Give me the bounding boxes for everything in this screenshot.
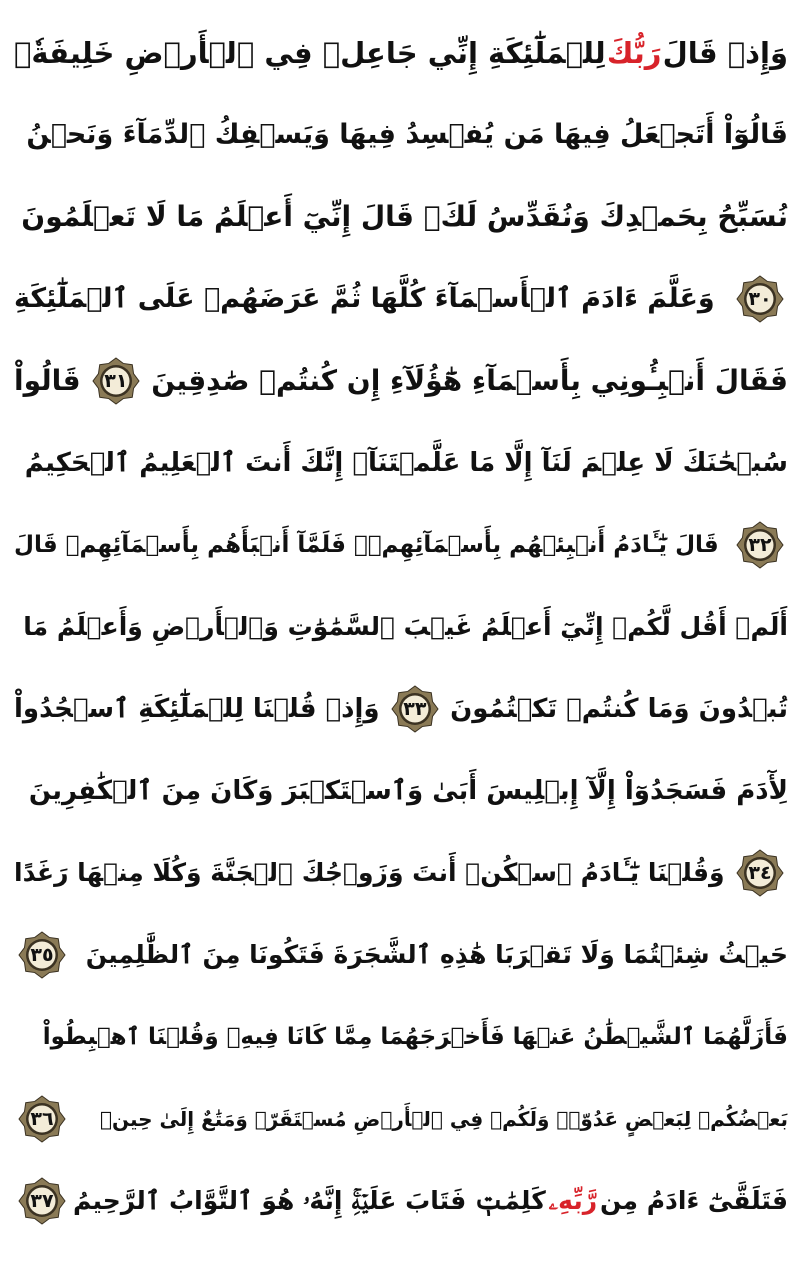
ayah-number: ٣٧ <box>30 1189 54 1212</box>
ayah-number-marker <box>18 1095 66 1143</box>
text-line <box>14 1160 788 1242</box>
ayah-number: ٣١ <box>104 369 128 392</box>
verse-text: تُبۡدُونَ وَمَا كُنتُمۡ تَكۡتُمُونَ <box>450 694 788 724</box>
verse-text: أَلَمۡ أَقُل لَّكُمۡ إِنِّيٓ أَعۡلَمُ غَيۡبَ ٱلسَّمَٰوَٰتِ وَٱلۡأَرۡضِ وَأَعۡلَمُ مَا <box>23 612 788 641</box>
verse-text: قَالُواْ <box>14 364 81 397</box>
verse-text: حَيۡثُ شِئۡتُمَا وَلَا تَقۡرَبَا هَٰذِهِ ٱلشَّجَرَةَ فَتَكُونَا مِنَ ٱلظَّٰلِمِينَ <box>85 940 788 969</box>
text-line <box>14 12 788 94</box>
ayah-number: ٣٠ <box>748 287 772 310</box>
text-line <box>14 1078 788 1160</box>
ayah-number-marker <box>391 685 439 733</box>
ayah-number: ٣٦ <box>30 1107 54 1130</box>
verse-text: وَعَلَّمَ ءَادَمَ ٱلۡأَسۡمَآءَ كُلَّهَا ثُمَّ عَرَضَهُمۡ عَلَى ٱلۡمَلَٰٓئِكَةِ <box>14 283 715 314</box>
text-line <box>14 504 788 586</box>
text-line <box>14 176 788 258</box>
verse-text: قَالُوٓاْ أَتَجۡعَلُ فِيهَا مَن يُفۡسِدُ فِيهَا وَيَسۡفِكُ ٱلدِّمَآءَ وَنَحۡنُ <box>26 119 788 150</box>
text-line <box>14 750 788 832</box>
verse-text: كَلِمَٰتٖ فَتَابَ عَلَيۡهِۚ إِنَّهُۥ هُوَ ٱلتَّوَّابُ ٱلرَّحِيمُ <box>72 1186 546 1215</box>
verse-text: نُسَبِّحُ بِحَمۡدِكَ وَنُقَدِّسُ لَكَۖ قَالَ إِنِّيٓ أَعۡلَمُ مَا لَا تَعۡلَمُونَ <box>21 200 788 233</box>
text-line <box>14 258 788 340</box>
ayah-number-marker <box>18 931 66 979</box>
ayah-number-marker <box>736 521 784 569</box>
verse-text: وَقُلۡنَا يَٰٓـَٔادَمُ ٱسۡكُنۡ أَنتَ وَزَوۡجُكَ ٱلۡجَنَّةَ وَكُلَا مِنۡهَا رَغَدًا <box>14 858 725 887</box>
ayah-number: ٣٣ <box>403 697 427 720</box>
text-line <box>14 668 788 750</box>
ayah-number-marker <box>736 275 784 323</box>
text-line <box>14 94 788 176</box>
verse-text: فَقَالَ أَنۢبِـُٔونِي بِأَسۡمَآءِ هَٰٓؤُلَآءِ إِن كُنتُمۡ صَٰدِقِينَ <box>151 364 788 397</box>
verse-text: لِأٓدَمَ فَسَجَدُوٓاْ إِلَّآ إِبۡلِيسَ أَبَىٰ وَٱسۡتَكۡبَرَ وَكَانَ مِنَ ٱلۡكَٰفِرِينَ <box>28 776 788 806</box>
verse-text: بَعۡضُكُمۡ لِبَعۡضٍ عَدُوّٞۖ وَلَكُمۡ فِي ٱلۡأَرۡضِ مُسۡتَقَرّٞ وَمَتَٰعٌ إِلَىٰ حِينٖ <box>100 1107 788 1131</box>
verse-text: فَأَزَلَّهُمَا ٱلشَّيۡطَٰنُ عَنۡهَا فَأَخۡرَجَهُمَا مِمَّا كَانَا فِيهِۖ وَقُلۡنَا ٱهۡبِطُواْ <box>42 1024 788 1050</box>
ayah-number-marker <box>92 357 140 405</box>
ayah-number-marker <box>18 1177 66 1225</box>
text-line <box>14 996 788 1078</box>
ayah-number-marker <box>736 849 784 897</box>
text-line <box>14 422 788 504</box>
ayah-number: ٣٥ <box>30 943 54 966</box>
verse-text: قَالَ يَٰٓـَٔادَمُ أَنۢبِئۡهُم بِأَسۡمَآئِهِمۡۖ فَلَمَّآ أَنۢبَأَهُم بِأَسۡمَآئِهِمۡ قَالَ <box>14 532 719 558</box>
text-line <box>14 586 788 668</box>
ayah-number: ٣٤ <box>748 861 772 884</box>
verse-text: لِلۡمَلَٰٓئِكَةِ إِنِّي جَاعِلٞ فِي ٱلۡأَرۡضِ خَلِيفَةٗۖ <box>14 36 606 70</box>
verse-text: سُبۡحَٰنَكَ لَا عِلۡمَ لَنَآ إِلَّا مَا عَلَّمۡتَنَآۖ إِنَّكَ أَنتَ ٱلۡعَلِيمُ ٱلۡحَكِيمُ <box>24 448 788 478</box>
text-line <box>14 340 788 422</box>
verse-text: وَإِذۡ قُلۡنَا لِلۡمَلَٰٓئِكَةِ ٱسۡجُدُواْ <box>14 694 380 724</box>
text-line <box>14 914 788 996</box>
ayah-number: ٣٢ <box>748 533 772 556</box>
highlighted-word: رَبُّكَ <box>606 36 662 70</box>
highlighted-word: رَّبِّهِۦ <box>548 1186 598 1215</box>
verse-text: وَإِذۡ قَالَ <box>662 36 788 70</box>
verse-text: فَتَلَقَّىٰٓ ءَادَمُ مِن <box>600 1186 788 1215</box>
text-line <box>14 832 788 914</box>
